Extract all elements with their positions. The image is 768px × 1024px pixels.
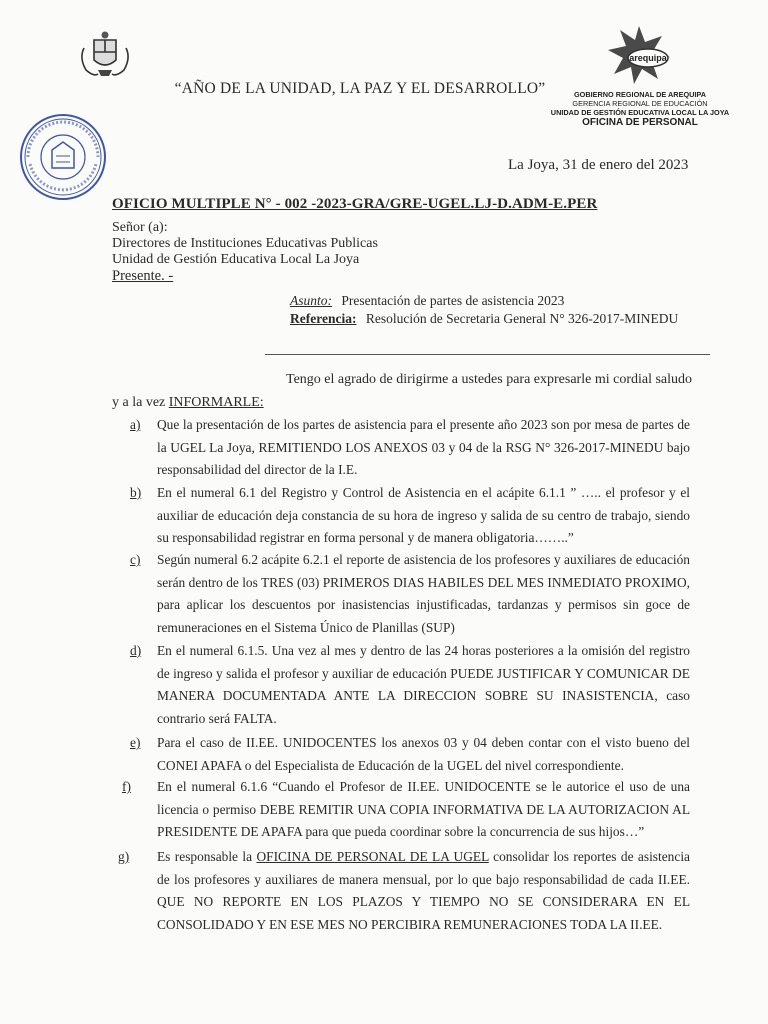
org-line-ugel: UNIDAD DE GESTIÓN EDUCATIVA LOCAL LA JOYA <box>550 108 730 117</box>
item-text: En el numeral 6.1 del Registro y Control de Asistencia en el acápite 6.1.1 ” ….. el profesor y el auxiliar de educación deja constancia de su hora de ingreso y salida de su centro de trabajo, siendo su responsabilidad registrar en forma personal y de manera obligatoria……..” <box>157 485 690 545</box>
item-marker: a) <box>130 417 141 432</box>
item-g-post: consolidar los reportes de asistencia de los profesores y auxiliares de manera mensual, por lo que bajo responsabilidad de cada II.EE. QUE NO REPORTE EN LOS PLAZOS Y TIEMPO NO SE CONSIDERARA EN EL CONSOLIDADO Y EN ESE MES NO PERCIBIRA REMUNERACIONES TODA LA II.EE. <box>157 849 690 932</box>
intro-line-1: Tengo el agrado de dirigirme a ustedes para expresarle mi cordial saludo <box>286 372 693 387</box>
list-item-d <box>130 640 690 730</box>
item-marker: f) <box>122 779 131 794</box>
intro-line-2 <box>112 395 264 411</box>
asunto-text: Presentación de partes de asistencia 2023 <box>341 293 565 308</box>
item-text: En el numeral 6.1.6 “Cuando el Profesor de II.EE. UNIDOCENTE se le autorice el uso de una licencia o permiso DEBE REMITIR UNA COPIA INFORMATIVA DE LA AUTORIZACION AL PRESIDENTE DE APAFA para que pueda coordinar sobre la concurrencia de sus hijos…” <box>157 779 690 839</box>
item-g-office: OFICINA DE PERSONAL DE LA UGEL <box>256 849 489 864</box>
intro-informarle: INFORMARLE: <box>168 395 264 410</box>
logo-wordmark: arequipa <box>629 53 667 63</box>
item-g-pre: Es responsable la <box>157 849 253 864</box>
presente-label: Presente. - <box>112 268 174 284</box>
org-line-government: GOBIERNO REGIONAL DE AREQUIPA <box>573 90 707 99</box>
separator-line <box>265 354 710 355</box>
list-item-e <box>130 732 690 777</box>
salutation: Señor (a): <box>112 220 168 235</box>
org-line-office: OFICINA DE PERSONAL <box>582 117 698 128</box>
referencia-row <box>290 311 678 327</box>
official-seal-stamp-icon <box>18 112 108 202</box>
oficio-number: OFICIO MULTIPLE N° - 002 -2023-GRA/GRE-UGEL.LJ-D.ADM-E.PER <box>112 196 598 212</box>
item-text <box>130 846 690 936</box>
item-text: Para el caso de II.EE. UNIDOCENTES los anexos 03 y 04 deben contar con el visto bueno del CONEI APAFA o del Especialista de Educación de la UGEL del nivel correspondiente. <box>157 735 690 773</box>
intro-line-2-pre: y a la vez <box>112 395 166 410</box>
addressee-line-1: Directores de Instituciones Educativas Publicas <box>112 236 378 251</box>
list-item-f <box>122 776 690 844</box>
addressee-line-2: Unidad de Gestión Educativa Local La Joya <box>112 252 360 267</box>
item-text: En el numeral 6.1.5. Una vez al mes y dentro de las 24 horas posteriores a la omisión del registro de ingreso y salida el profesor y auxiliar de educación PUEDE JUSTIFICAR Y COMUNICAR DE MANERA DOCUMENTADA ANTE LA DIRECCION SOBRE SU INASISTENCIA, caso contrario será FALTA. <box>157 643 690 726</box>
asunto-row <box>290 293 564 309</box>
item-marker: b) <box>130 485 142 500</box>
coat-of-arms-icon <box>76 30 134 80</box>
list-item-c <box>130 549 690 639</box>
list-item-g <box>118 846 690 936</box>
referencia-label: Referencia: <box>290 311 357 326</box>
asunto-label: Asunto: <box>290 293 332 308</box>
list-item-b <box>130 482 690 550</box>
list-item-a <box>130 414 690 482</box>
item-marker: e) <box>130 735 141 750</box>
item-marker: d) <box>130 643 142 658</box>
year-motto: “AÑO DE LA UNIDAD, LA PAZ Y EL DESARROLLO” <box>174 80 546 97</box>
item-marker: g) <box>118 849 130 864</box>
org-line-gerencia: GERENCIA REGIONAL DE EDUCACIÓN <box>572 99 708 108</box>
referencia-text: Resolución de Secretaria General N° 326-2017-MINEDU <box>365 311 679 326</box>
item-text: Según numeral 6.2 acápite 6.2.1 el reporte de asistencia de los profesores y auxiliares de educación serán dentro de los TRES (03) PRIMEROS DIAS HABILES DEL MES INMEDIATO PROXIMO, para aplicar los descuentos por inasistencias injustificadas, tardanzas y permisos sin goce de remuneraciones en el Sistema Único de Planillas (SUP) <box>157 552 690 635</box>
item-text: Que la presentación de los partes de asistencia para el presente año 2023 son por mesa de partes de la UGEL La Joya, REMITIENDO LOS ANEXOS 03 y 04 de la RSG N° 326-2017-MINEDU bajo responsabilidad del director de la I.E. <box>157 417 690 477</box>
document-date: La Joya, 31 de enero del 2023 <box>508 157 689 173</box>
item-marker: c) <box>130 552 141 567</box>
arequipa-logo-icon <box>604 24 674 86</box>
